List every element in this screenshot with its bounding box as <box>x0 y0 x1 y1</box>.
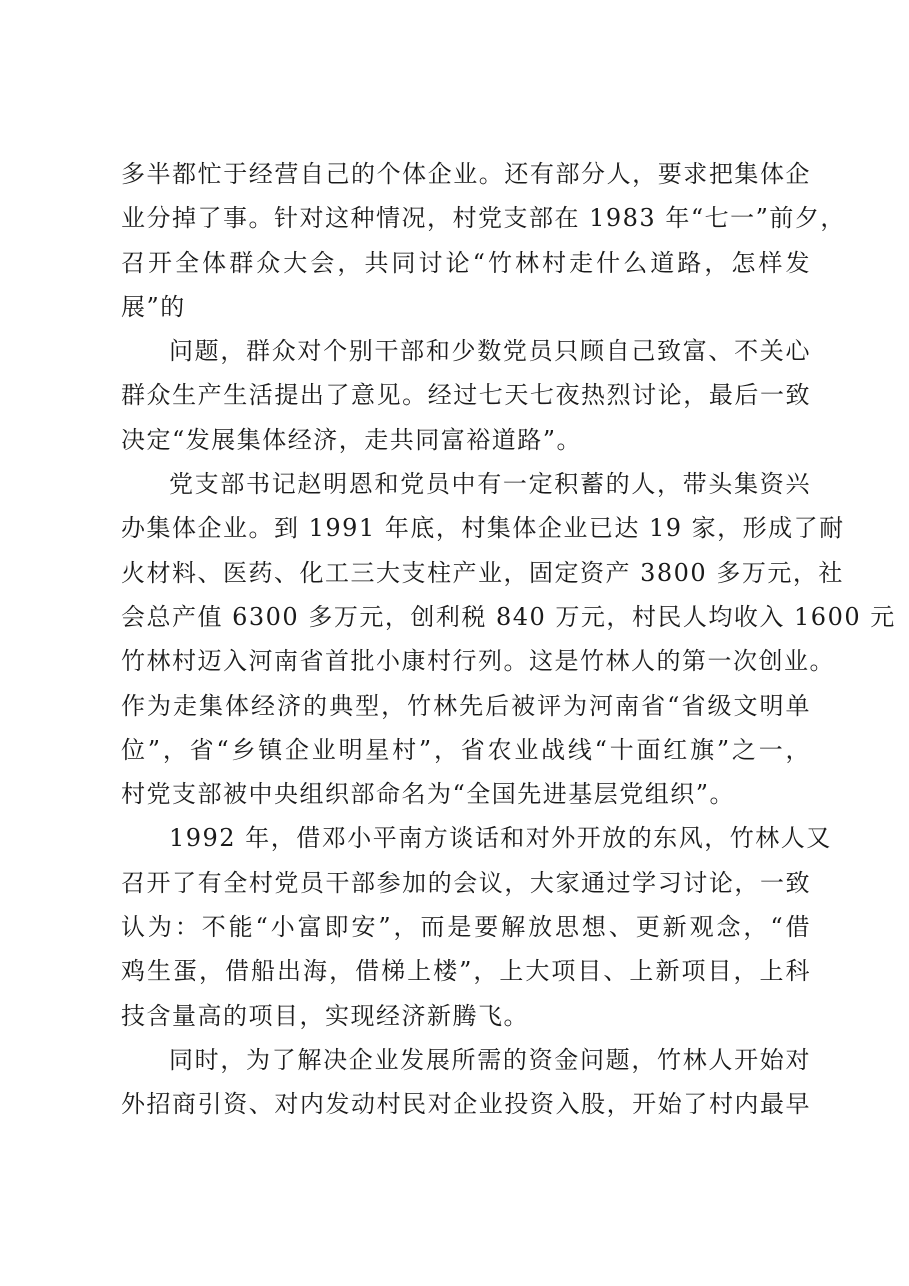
text-line: 认为：不能“小富即安”，而是要解放思想、更新观念，“借 <box>121 913 811 942</box>
text-line: 技含量高的项目，实现经济新腾飞。 <box>121 1001 529 1030</box>
document-body <box>121 152 896 1127</box>
text-line: 火材料、医药、化工三大支柱产业，固定资产 3800 多万元，社 <box>121 558 844 587</box>
text-line: 同时，为了解决企业发展所需的资金问题，竹林人开始对 <box>169 1045 811 1074</box>
text-line: 群众生产生活提出了意见。经过七天七夜热烈讨论，最后一致 <box>121 381 811 410</box>
text-line: 1992 年，借邓小平南方谈话和对外开放的东风，竹林人又 <box>169 824 832 853</box>
text-line: 展”的 <box>121 292 186 321</box>
text-line: 位”，省“乡镇企业明星村”，省农业战线“十面红旗”之一， <box>121 735 811 764</box>
text-line: 召开了有全村党员干部参加的会议，大家通过学习讨论，一致 <box>121 868 811 897</box>
text-line: 鸡生蛋，借船出海，借梯上楼”，上大项目、上新项目，上科 <box>121 957 811 986</box>
text-line: 外招商引资、对内发动村民对企业投资入股，开始了村内最早 <box>121 1090 811 1119</box>
text-line: 会总产值 6300 多万元，创利税 840 万元，村民人均收入 1600 元 <box>121 602 896 631</box>
text-line: 党支部书记赵明恩和党员中有一定积蓄的人，带头集资兴 <box>169 470 811 499</box>
text-line: 召开全体群众大会，共同讨论“竹林村走什么道路，怎样发 <box>121 248 811 277</box>
text-line: 多半都忙于经营自己的个体企业。还有部分人，要求把集体企 <box>121 160 811 188</box>
text-line: 村党支部被中央组织部命名为“全国先进基层党组织”。 <box>121 780 736 809</box>
text-line: 作为走集体经济的典型，竹林先后被评为河南省“省级文明单 <box>121 691 811 720</box>
text-line: 问题，群众对个别干部和少数党员只顾自己致富、不关心 <box>169 337 811 366</box>
text-line: 办集体企业。到 1991 年底，村集体企业已达 19 家，形成了耐 <box>121 514 845 543</box>
text-line: 决定“发展集体经济，走共同富裕道路”。 <box>121 425 583 454</box>
text-line: 竹林村迈入河南省首批小康村行列。这是竹林人的第一次创业。 <box>121 647 835 676</box>
text-line: 业分掉了事。针对这种情况，村党支部在 1983 年“七一”前夕， <box>121 204 846 233</box>
